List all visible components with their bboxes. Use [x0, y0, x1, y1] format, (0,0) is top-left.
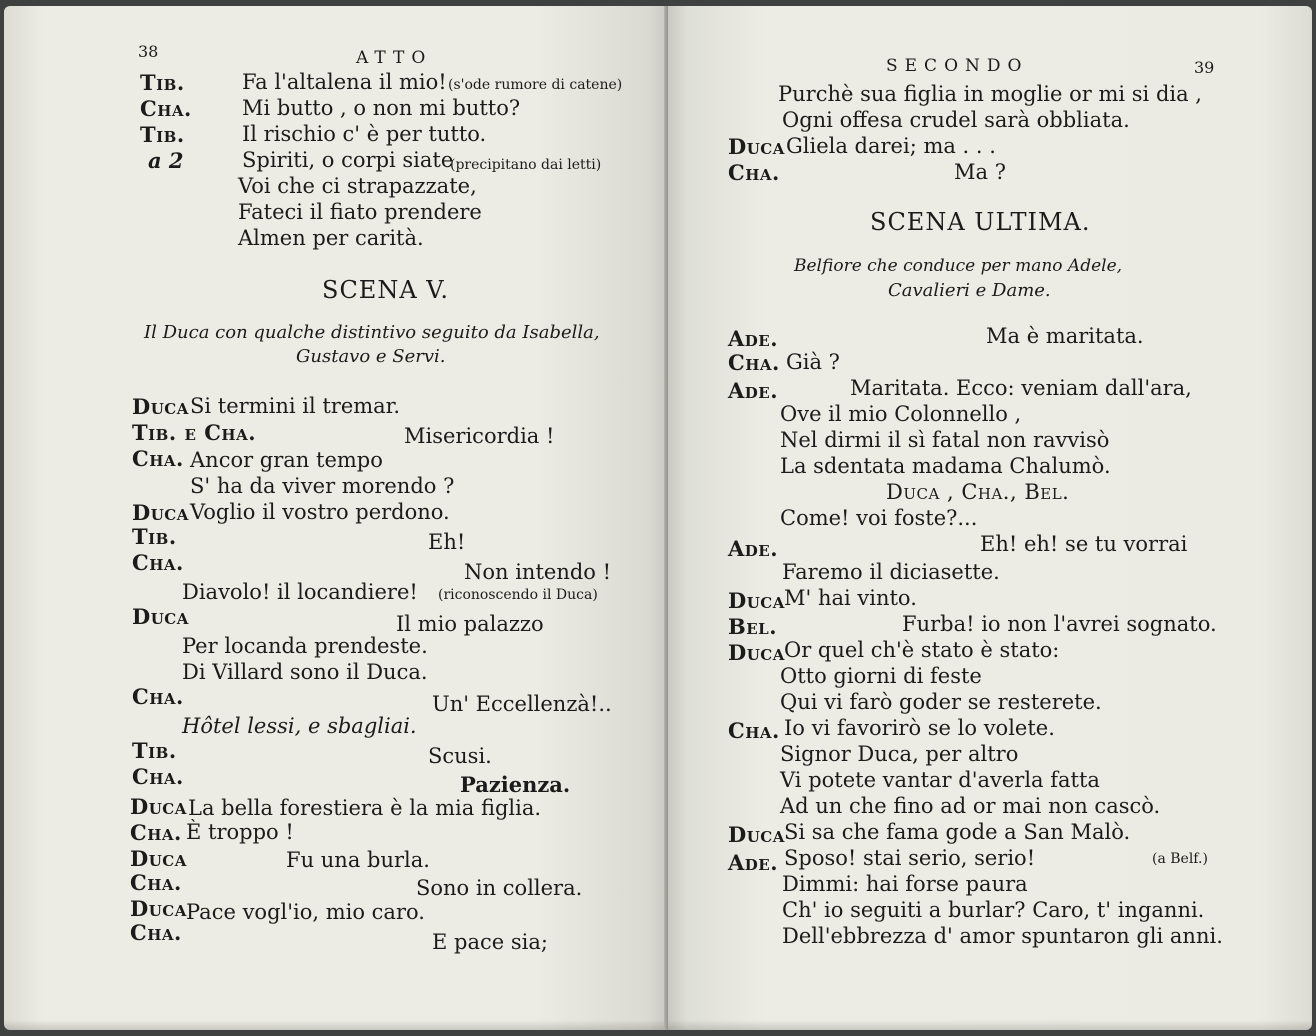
scene-description: Belfiore che conduce per mano Adele,	[794, 256, 1123, 276]
speaker: Ade.	[728, 378, 779, 403]
verse-line: Eh!	[428, 530, 466, 554]
verse-line: Hôtel lessi, e sbagliai.	[182, 714, 417, 738]
verse-line: Per locanda prendeste.	[182, 634, 428, 658]
verse-line: Fa l'altalena il mio!	[242, 70, 447, 94]
verse-line: Diavolo! il locandiere!	[182, 580, 418, 604]
speaker: Duca	[132, 394, 189, 419]
speaker: Ade.	[728, 536, 779, 561]
verse-line: Di Villard sono il Duca.	[182, 660, 428, 684]
verse-line: Nel dirmi il sì fatal non ravvisò	[780, 428, 1110, 452]
verse-line: Mi butto , o non mi butto?	[242, 96, 521, 120]
verse-line: Voi che ci strapazzate,	[238, 174, 477, 198]
verse-line: Almen per carità.	[238, 226, 424, 250]
verse-line: Faremo il diciasette.	[782, 560, 1000, 584]
page-edge	[4, 1020, 668, 1030]
speaker: Duca	[130, 896, 187, 921]
verse-line: Sposo! stai serio, serio!	[784, 846, 1036, 870]
verse-line: Ma ?	[954, 160, 1006, 184]
scene-description: Cavalieri e Dame.	[888, 280, 1051, 301]
scene-title: SCENA V.	[322, 276, 450, 304]
verse-line: Sono in collera.	[416, 876, 583, 900]
speaker: Duca	[728, 822, 785, 847]
verse-line: E pace sia;	[432, 930, 548, 954]
verse-line: La bella forestiera è la mia figlia.	[188, 796, 542, 820]
verse-line: Qui vi farò goder se resterete.	[780, 690, 1102, 714]
verse-line: Fateci il fiato prendere	[238, 200, 482, 224]
verse-line: Ch' io seguiti a burlar? Caro, t' inganni.	[782, 898, 1205, 922]
verse-line: M' hai vinto.	[784, 586, 917, 610]
speaker: Duca	[132, 500, 189, 525]
verse-line: Pace vogl'io, mio caro.	[186, 900, 425, 924]
verse-line: Spiriti, o corpi siate	[242, 148, 454, 172]
verse-line: Maritata. Ecco: veniam dall'ara,	[850, 376, 1192, 400]
verse-line: Eh! eh! se tu vorrai	[980, 532, 1188, 556]
speaker: Cha.	[140, 96, 192, 121]
verse-line: Come! voi foste?...	[780, 506, 978, 530]
verse-line: Non intendo !	[464, 560, 612, 584]
verse-line: Or quel ch'è stato è stato:	[784, 638, 1060, 662]
speaker: a 2	[148, 148, 184, 173]
verse-line: Pazienza.	[460, 772, 571, 797]
speaker: Cha.	[132, 764, 184, 789]
speaker: Duca	[728, 588, 785, 613]
speaker: Cha.	[728, 350, 780, 375]
speakers-chorus: Duca , Cha., Bel.	[886, 480, 1070, 504]
speaker: Tib. e Cha.	[132, 420, 257, 445]
speaker: Tib.	[140, 70, 185, 95]
verse-line: Fu una burla.	[286, 848, 430, 872]
verse-line: Il mio palazzo	[396, 612, 544, 636]
verse-line: Il rischio c' è per tutto.	[242, 122, 487, 146]
verse-line: Furba! io non l'avrei sognato.	[902, 612, 1217, 636]
page-number-right: 39	[1194, 58, 1215, 77]
page-number-left: 38	[138, 42, 159, 61]
speaker: Cha.	[130, 870, 182, 895]
speaker: Duca	[728, 134, 785, 159]
speaker: Duca	[728, 640, 785, 665]
verse-line: Ogni offesa crudel sarà obbliata.	[782, 108, 1130, 132]
left-page	[4, 6, 668, 1030]
stage-direction: (riconoscendo il Duca)	[438, 587, 598, 603]
verse-line: Dell'ebbrezza d' amor spuntaron gli anni.	[782, 924, 1223, 948]
speaker: Duca	[130, 846, 187, 871]
speaker: Cha.	[728, 160, 780, 185]
running-head-left: ATTO	[356, 48, 433, 68]
stage-direction: (s'ode rumore di catene)	[448, 77, 623, 93]
speaker: Cha.	[130, 920, 182, 945]
speaker: Cha.	[132, 684, 184, 709]
verse-line: La sdentata madama Chalumò.	[780, 454, 1111, 478]
verse-line: È troppo !	[186, 820, 294, 844]
verse-line: Otto giorni di feste	[780, 664, 982, 688]
speaker: Duca	[130, 794, 187, 819]
scene-description: Gustavo e Servi.	[296, 346, 446, 367]
verse-line: Purchè sua figlia in moglie or mi si dia ,	[778, 82, 1202, 106]
verse-line: Si sa che fama gode a San Malò.	[784, 820, 1131, 844]
scene-title: SCENA ULTIMA.	[870, 208, 1091, 236]
verse-line: Gliela darei; ma . . .	[786, 134, 996, 158]
verse-line: Scusi.	[428, 744, 492, 768]
stage-direction: (a Belf.)	[1152, 851, 1208, 867]
speaker: Cha.	[132, 446, 184, 471]
scene-description: Il Duca con qualche distintivo seguito da Isabella,	[144, 322, 600, 343]
verse-line: Signor Duca, per altro	[780, 742, 1019, 766]
stage-direction: (precipitano dai letti)	[450, 157, 602, 173]
running-head-right: SECONDO	[886, 56, 1029, 76]
speaker: Cha.	[728, 718, 780, 743]
verse-line: S' ha da viver morendo ?	[190, 474, 455, 498]
page-edge	[668, 1020, 1312, 1030]
speaker: Tib.	[132, 524, 177, 549]
speaker: Duca	[132, 604, 189, 629]
verse-line: Ancor gran tempo	[190, 448, 383, 472]
verse-line: Già ?	[786, 350, 840, 374]
verse-line: Voglio il vostro perdono.	[190, 500, 450, 524]
speaker: Tib.	[140, 122, 185, 147]
right-page	[668, 6, 1312, 1030]
speaker: Bel.	[728, 614, 778, 639]
verse-line: Ma è maritata.	[986, 324, 1144, 348]
verse-line: Si termini il tremar.	[190, 394, 401, 418]
speaker: Tib.	[132, 738, 177, 763]
speaker: Cha.	[132, 550, 184, 575]
verse-line: Io vi favorirò se lo volete.	[784, 716, 1055, 740]
verse-line: Ad un che fino ad or mai non cascò.	[780, 794, 1161, 818]
speaker: Cha.	[130, 820, 182, 845]
verse-line: Un' Eccellenzà!..	[432, 692, 612, 716]
speaker: Ade.	[728, 850, 779, 875]
verse-line: Vi potete vantar d'averla fatta	[780, 768, 1100, 792]
verse-line: Misericordia !	[404, 424, 555, 448]
speaker: Ade.	[728, 326, 779, 351]
verse-line: Ove il mio Colonnello ,	[780, 402, 1022, 426]
verse-line: Dimmi: hai forse paura	[782, 872, 1028, 896]
